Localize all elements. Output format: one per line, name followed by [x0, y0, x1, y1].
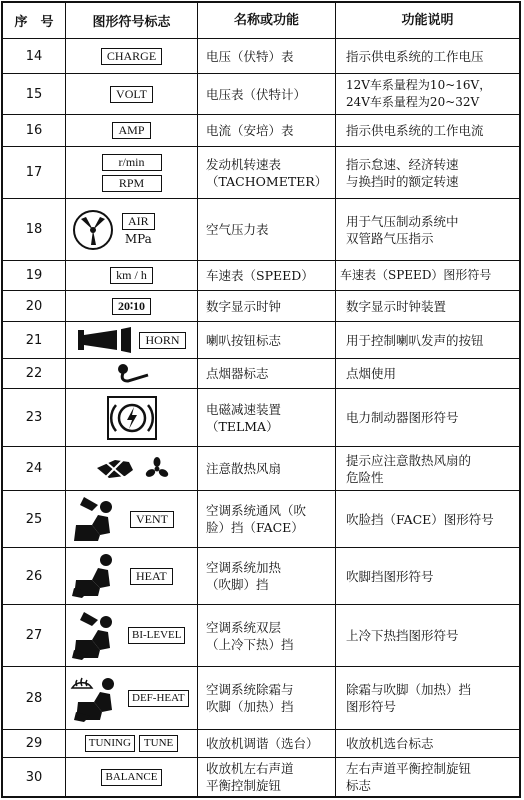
- table-row: [3, 389, 519, 447]
- row-number: 29: [3, 730, 66, 757]
- retarder-icon: [106, 395, 158, 441]
- row-name: 空调系统除霜与 吹脚（加热）挡: [198, 667, 336, 729]
- symbol-cell: [66, 359, 198, 388]
- row-desc: 车速表（SPEED）图形符号: [340, 268, 492, 282]
- row-desc: 指示供电系统的工作电压: [346, 48, 484, 64]
- table-row: [3, 359, 519, 389]
- row-name: 电压表（伏特计）: [198, 74, 336, 114]
- row-number: 16: [3, 115, 66, 146]
- symbol-cell: [66, 491, 198, 547]
- vent-label: VENT: [130, 511, 174, 528]
- table-row: [3, 74, 519, 115]
- row-number: 25: [3, 491, 66, 547]
- row-name: 收放机调谐（选台）: [198, 730, 336, 757]
- symbol-cell: [66, 39, 198, 73]
- row-name: 电流（安培）表: [198, 115, 336, 146]
- row-name: 车速表（SPEED）: [198, 261, 336, 290]
- symbol-cell: [66, 322, 198, 358]
- symbol-cell: [66, 389, 198, 446]
- row-number: 22: [3, 359, 66, 388]
- row-desc: 用于控制喇叭发声的按钮: [346, 332, 484, 348]
- row-name: 空调系统通风（吹 脸）挡（FACE）: [198, 491, 336, 547]
- table-row: [3, 447, 519, 491]
- row-name: 空调系统双层 （上冷下热）挡: [198, 605, 336, 666]
- symbol-cell: [66, 291, 198, 321]
- row-number: 24: [3, 447, 66, 490]
- horn-icon: [77, 327, 133, 353]
- symbol-cell: [66, 74, 198, 114]
- row-desc: 吹脚挡图形符号: [346, 568, 434, 584]
- table-row: [3, 39, 519, 74]
- air-label: AIR: [122, 213, 155, 230]
- tune-label: TUNE: [139, 735, 178, 752]
- row-number: 19: [3, 261, 66, 290]
- hvac-vent-icon: [70, 495, 120, 543]
- symbol-cell: [66, 667, 198, 729]
- air-pressure-icon: [72, 209, 114, 251]
- table-row: [3, 758, 519, 796]
- table-row: [3, 605, 519, 667]
- symbol-cell: [66, 758, 198, 796]
- row-number: 27: [3, 605, 66, 666]
- row-number: 21: [3, 322, 66, 358]
- table-header: [3, 3, 519, 39]
- row-name: 发动机转速表 （TACHOMETER）: [198, 147, 336, 198]
- row-desc: 除霜与吹脚（加热）挡 图形符号: [346, 682, 472, 714]
- row-name: 点烟器标志: [198, 359, 336, 388]
- cigarette-lighter-icon: [114, 363, 150, 385]
- table-row: [3, 291, 519, 322]
- row-desc: 指示怠速、经济转速 与换挡时的额定转速: [346, 156, 459, 189]
- row-name: 数字显示时钟: [198, 291, 336, 321]
- symbol-cell: [66, 199, 198, 260]
- symbol-cell: [66, 261, 198, 290]
- row-name: 注意散热风扇: [198, 447, 336, 490]
- table-row: [3, 322, 519, 359]
- row-desc: 用于气压制动系统中 双管路气压指示: [346, 213, 459, 246]
- symbol-cell: [66, 147, 198, 198]
- symbol-cell: [66, 605, 198, 666]
- clock-label: 20∶10: [112, 298, 151, 315]
- row-desc: 指示供电系统的工作电流: [346, 123, 484, 138]
- table-row: [3, 261, 519, 291]
- row-name: 空气压力表: [198, 199, 336, 260]
- horn-label: HORN: [139, 332, 185, 349]
- rpm-unit-label: r/min: [102, 154, 162, 171]
- symbol-cell: [66, 730, 198, 757]
- row-name: 空调系统加热 （吹脚）挡: [198, 548, 336, 604]
- heat-label: HEAT: [130, 568, 173, 585]
- def-heat-label: DEF-HEAT: [128, 690, 189, 707]
- table-row: [3, 491, 519, 548]
- header-seq: 序 号: [3, 3, 66, 38]
- symbol-cell: [66, 115, 198, 146]
- symbol-table: [1, 1, 521, 798]
- header-desc: 功能说明: [401, 13, 454, 28]
- hvac-bilevel-icon: [70, 610, 120, 662]
- row-number: 15: [3, 74, 66, 114]
- row-desc: 提示应注意散热风扇的 危险性: [346, 452, 472, 485]
- row-desc: 吹脸挡（FACE）图形符号: [346, 511, 494, 527]
- charge-label: CHARGE: [101, 48, 162, 65]
- row-desc: 数字显示时钟装置: [346, 298, 447, 314]
- symbol-cell: [66, 548, 198, 604]
- row-desc: 左右声道平衡控制旋钮 标志: [346, 761, 472, 793]
- row-name: 电压（伏特）表: [198, 39, 336, 73]
- row-number: 20: [3, 291, 66, 321]
- cooling-fan-icon: [145, 457, 169, 481]
- row-number: 30: [3, 758, 66, 796]
- amp-label: AMP: [112, 122, 150, 139]
- row-name: 收放机左右声道 平衡控制旋钮: [198, 758, 336, 796]
- row-desc: 收放机选台标志: [346, 736, 434, 751]
- hvac-heat-icon: [70, 552, 120, 600]
- row-name: 电磁减速装置 （TELMA）: [198, 389, 336, 446]
- balance-label: BALANCE: [101, 769, 163, 786]
- row-number: 23: [3, 389, 66, 446]
- table-row: [3, 667, 519, 730]
- symbol-cell: [66, 447, 198, 490]
- row-desc: 12V车系量程为10~16V， 24V车系量程为20~32V: [346, 78, 492, 109]
- hvac-defheat-icon: [70, 672, 122, 724]
- row-desc: 点烟使用: [346, 366, 397, 381]
- row-number: 18: [3, 199, 66, 260]
- hand-warning-icon: [95, 456, 135, 482]
- mpa-label: MPa: [124, 232, 152, 246]
- table-row: [3, 199, 519, 261]
- header-symbol: 图形符号标志: [66, 3, 198, 38]
- row-desc: 上冷下热挡图形符号: [346, 628, 459, 643]
- row-number: 14: [3, 39, 66, 73]
- row-number: 26: [3, 548, 66, 604]
- row-number: 28: [3, 667, 66, 729]
- table-row: [3, 147, 519, 199]
- bi-level-label: BI-LEVEL: [128, 627, 185, 644]
- table-row: [3, 730, 519, 758]
- row-name: 喇叭按钮标志: [198, 322, 336, 358]
- row-number: 17: [3, 147, 66, 198]
- header-name: 名称或功能: [198, 3, 336, 38]
- tuning-label: TUNING: [85, 735, 135, 752]
- row-desc: 电力制动器图形符号: [346, 410, 459, 425]
- rpm-label: RPM: [102, 175, 162, 192]
- table-row: [3, 548, 519, 605]
- speed-unit-label: km / h: [110, 267, 153, 284]
- table-row: [3, 115, 519, 147]
- volt-label: VOLT: [110, 86, 153, 103]
